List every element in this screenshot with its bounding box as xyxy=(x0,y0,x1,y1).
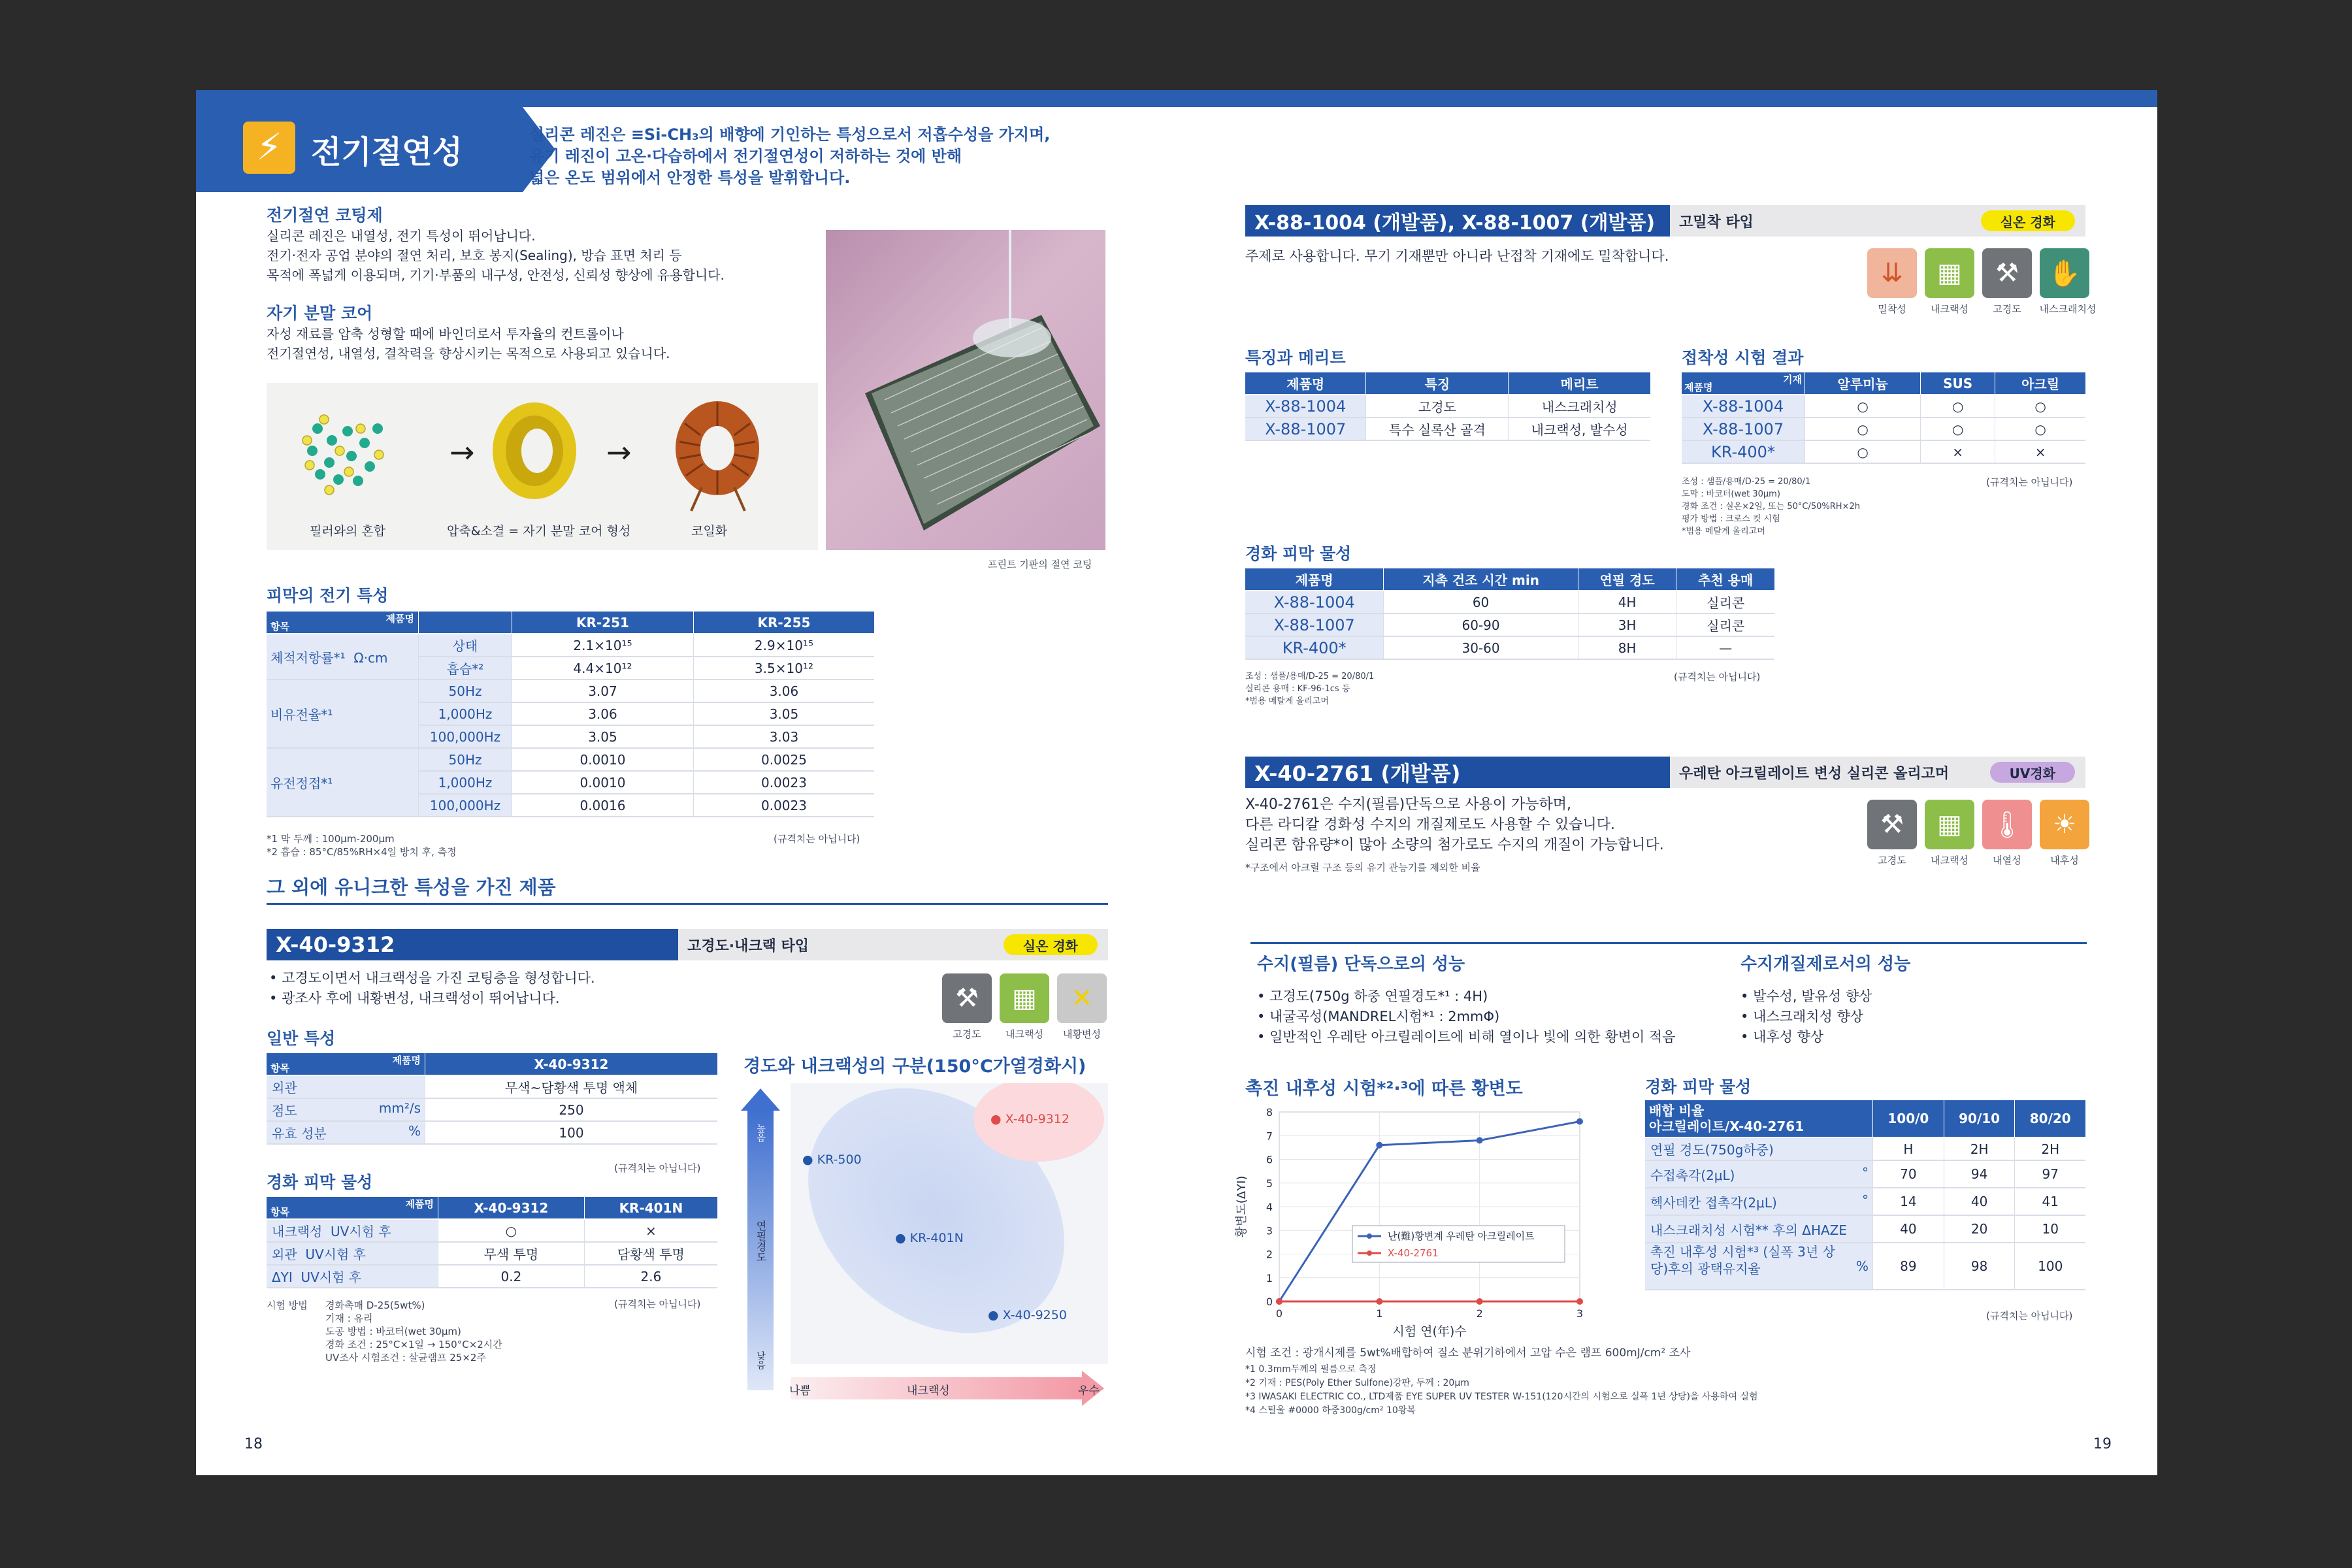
section-title: 전기절연성 xyxy=(311,134,463,171)
unique-title: 그 외에 유니크한 특성을 가진 제품 xyxy=(267,876,556,898)
corner-top: 제품명 xyxy=(385,613,414,625)
lightning-icon: ⚡ xyxy=(243,122,295,174)
line-chart xyxy=(1231,1102,1636,1350)
x-tick-label: 3 xyxy=(1576,1307,1584,1320)
icon-label-hardness: 고경도 xyxy=(953,1028,981,1040)
point-x409312: ● X-40-9312 xyxy=(990,1112,1070,1126)
x409312-badge: 실온 경화 xyxy=(1004,934,1098,955)
icon-label-heat: 내열성 xyxy=(1993,855,2021,866)
x-axis-low: 나쁨 xyxy=(789,1384,811,1397)
x402761-cure-title: 경화 피막 물성 xyxy=(1645,1077,1752,1096)
icon-label-weather: 내후성 xyxy=(2050,855,2079,866)
cured-disclaimer: (규격치는 아닙니다) xyxy=(614,1298,701,1310)
photo-caption: 프린트 기판의 절연 코팅 xyxy=(988,559,1092,570)
y-axis-low: 낮음 xyxy=(755,1351,766,1369)
icon-label-adhesion: 밀착성 xyxy=(1878,303,1906,315)
core-text: 자성 재료를 압축 성형할 때에 바인더로서 투자율의 컨트롤이나 전기절연성, 내열성, 결착력을 향상시키는 목적으로 사용되고 있습니다. xyxy=(267,326,670,361)
cure-title: 경화 피막 물성 xyxy=(1245,544,1352,563)
box1-list: • 고경도(750g 하중 연필경도*¹ : 4H) • 내굴곡성(MANDREL시험*¹ : 2mmΦ) • 일반적인 우레탄 아크릴레이트에 비해 열이나 빛에 의한 황변이 적음 xyxy=(1257,987,1675,1047)
x88-type: 고밀착 타입 xyxy=(1679,214,1754,231)
core-title: 자기 분말 코어 xyxy=(267,304,373,323)
series-point-0 xyxy=(1576,1119,1583,1125)
film-notes: *1 막 두께 : 100μm-200μm *2 흡습 : 85°C/85%RH×4일 방치 후, 측정 xyxy=(267,833,457,858)
legend-label: X-40-2761 xyxy=(1388,1247,1439,1259)
bubble-chart-title: 경도와 내크랙성의 구분(150°C가열경화시) xyxy=(743,1056,1086,1077)
y-tick-label: 3 xyxy=(1266,1224,1273,1237)
y-tick-label: 7 xyxy=(1266,1130,1273,1143)
x402761-footnote: *구조에서 아크릴 구조 등의 유기 관능기를 제외한 비율 xyxy=(1245,862,1480,874)
unique-divider xyxy=(267,903,1108,905)
page-number: 19 xyxy=(2093,1436,2112,1452)
diagram-label-core: 압축&소결 = 자기 분말 코어 형성 xyxy=(447,524,631,538)
top-bar xyxy=(196,90,1177,107)
weather-icon: ☀ xyxy=(2040,800,2089,849)
pcb-photo xyxy=(826,230,1105,550)
test-method-label: 시험 방법 xyxy=(267,1299,308,1311)
x402761-cure-disclaimer: (규격치는 아닙니다) xyxy=(1986,1310,2073,1322)
x-tick-label: 0 xyxy=(1275,1307,1283,1320)
x88-badge: 실온 경화 xyxy=(1981,210,2075,231)
hardness-icon: ⚒ xyxy=(1867,800,1917,849)
icon-label-hardness: 고경도 xyxy=(1878,855,1906,866)
series-point-0 xyxy=(1477,1137,1483,1144)
legend-marker xyxy=(1367,1233,1372,1239)
hardness-icon: ⚒ xyxy=(942,973,992,1023)
y-tick-label: 1 xyxy=(1266,1271,1273,1284)
y-tick-label: 4 xyxy=(1266,1201,1273,1213)
y-axis-high: 높음 xyxy=(755,1124,766,1142)
y-axis-label: 연필경도 xyxy=(755,1220,767,1262)
point-kr500: ● KR-500 xyxy=(802,1152,862,1167)
series-line-0 xyxy=(1279,1122,1580,1302)
icon-label-crack: 내크랙성 xyxy=(1931,303,1968,315)
bubble-chart xyxy=(745,1083,1108,1397)
x-axis-label: 시험 연(年)수 xyxy=(1392,1324,1467,1339)
x409312-bullets: • 고경도이면서 내크랙성을 가진 코팅층을 형성합니다. • 광조사 후에 내황변성, 내크랙성이 뛰어납니다. xyxy=(269,968,595,1009)
adhesion-title: 접착성 시험 결과 xyxy=(1682,348,1804,367)
line-chart-title: 촉진 내후성 시험*²·³에 따른 황변도 xyxy=(1245,1079,1523,1099)
coating-title: 전기절연 코팅제 xyxy=(267,206,383,225)
adhesion-notes: 조성 : 샘플/용매/D-25 = 20/80/1 도막 : 바코터(wet 30μm) 경화 조건 : 실온×2일, 또는 50°C/50%RH×2h 평가 방법 : 크로스 컷 시험 *범용 메탈계 올리고머 xyxy=(1682,477,1860,536)
filler-particles xyxy=(307,423,383,486)
x88-bar xyxy=(1245,205,2085,237)
general-table: 항목 제품명 X-40-9312 외관 무색~담황색 투명 액체 점도 mm²/s 250 유효 성분 % 100 xyxy=(267,1053,717,1145)
top-bar xyxy=(1176,90,2157,107)
cured-title: 경화 피막 물성 xyxy=(267,1173,373,1192)
series-point-1 xyxy=(1376,1298,1382,1305)
adhesion-icon: ⇊ xyxy=(1867,248,1917,298)
y-tick-label: 8 xyxy=(1266,1106,1273,1119)
core-process-diagram xyxy=(267,383,818,550)
y-tick-label: 5 xyxy=(1266,1177,1273,1190)
x402761-cure-table: 배합 비율 아크릴레이트/X-40-2761 100/0 90/10 80/20 연필 경도(750g하중) H 2H 2H 수접촉각(2μL) ° 70 94 97 헥사데칸 접촉각(2μL) ° 14 40 41 내스크래치성 시험** 후의 ΔHAZE 40 20 10 % 촉진 내후성 시험*³ (실폭 3년 상당)후의 광택유지율 89 98 100 xyxy=(1645,1100,2085,1290)
x-axis-high: 우수 xyxy=(1078,1384,1100,1397)
x402761-name: X-40-2761 (개발품) xyxy=(1245,757,1670,788)
crack-icon: ▦ xyxy=(1925,248,1974,298)
general-title: 일반 특성 xyxy=(267,1029,336,1048)
svg-text:→: → xyxy=(449,434,475,470)
left-page xyxy=(196,90,1177,1475)
icon-label-crack: 내크랙성 xyxy=(1931,855,1968,866)
x402761-badge: UV경화 xyxy=(1990,762,2075,783)
series-point-0 xyxy=(1376,1142,1382,1149)
pcb-board-illustration xyxy=(826,230,1105,550)
cured-table: 항목 제품명 X-40-9312 KR-401N 내크랙성 UV시험 후 ○ × 외관 UV시험 후 무색 투명 담황색 투명 ΔYI UV시험 후 0.2 2.6 xyxy=(267,1197,717,1288)
merit-title: 특징과 메리트 xyxy=(1245,348,1346,367)
point-kr401n: ● KR-401N xyxy=(895,1231,964,1245)
diagram-label-coil: 코일화 xyxy=(691,524,728,538)
yellowing-icon: ✕ xyxy=(1057,973,1107,1023)
diagram-label-mix: 필러와의 혼합 xyxy=(310,524,386,538)
box2-title: 수지개질제로서의 성능 xyxy=(1734,942,2087,975)
point-x409250: ● X-40-9250 xyxy=(988,1308,1067,1322)
x402761-desc: X-40-2761은 수지(필름)단독으로 사용이 가능하며, 다른 라디칼 경화성 수지의 개질제로도 사용할 수 있습니다. 실리콘 함유량*이 많아 소량의 첨가로도 수지의 개질이 가능합니다. xyxy=(1245,796,1664,853)
x402761-bar xyxy=(1245,757,2085,788)
col-kr255: KR-255 xyxy=(693,612,874,634)
crack-icon: ▦ xyxy=(1925,800,1974,849)
box2-list: • 발수성, 발유성 향상 • 내스크래치성 향상 • 내후성 향상 xyxy=(1740,987,1872,1047)
x409312-bar xyxy=(267,929,1108,960)
hardness-icon: ⚒ xyxy=(1982,248,2032,298)
legend-marker xyxy=(1367,1250,1372,1256)
film-title: 피막의 전기 특성 xyxy=(267,586,389,605)
series-point-1 xyxy=(1576,1298,1583,1305)
box1-title: 수지(필름) 단독으로의 성능 xyxy=(1250,942,1740,975)
scratch-icon: ✋ xyxy=(2040,248,2089,298)
cure-table: 제품명 지촉 건조 시간 min 연필 경도 추천 용매 X-88-1004 60 4H 실리콘 X-88-1007 60-90 3H 실리콘 KR-400* 30-60 8H — xyxy=(1245,568,1774,660)
icon-label-crack: 내크랙성 xyxy=(1005,1028,1043,1040)
page-number: 18 xyxy=(244,1436,263,1452)
x409312-type: 고경도·내크랙 타입 xyxy=(687,938,809,955)
x-axis-label: 내크랙성 xyxy=(907,1384,950,1397)
test-method-lines: 경화촉매 D-25(5wt%) 기재 : 유리 도공 방법 : 바코터(wet 30μm) 경화 조건 : 25°C×1일 → 150°C×2시간 UV조사 시험조건 : 살균램프 25×2주 xyxy=(325,1299,502,1364)
y-tick-label: 2 xyxy=(1266,1248,1273,1261)
film-disclaimer: (규격치는 아닙니다) xyxy=(774,833,860,845)
col-kr251: KR-251 xyxy=(512,612,694,634)
general-disclaimer: (규격치는 아닙니다) xyxy=(614,1162,701,1174)
film-property-table: 항목 제품명 KR-251 KR-255 체적저항률*¹ Ω·cm 상태 2.1×10¹⁵ 2.9×10¹⁵ 흡습*² 4.4×10¹² 3.5×10¹² 비유전율*¹ 50Hz 3.07 3.06 1,000Hz 3.06 3.05 100,000Hz 3.05 3.03 유전정접*¹ 50Hz 0.0010 0.0025 1,000Hz 0.0010 0.0023 100,000Hz 0.0016 0.0023 xyxy=(267,612,874,817)
svg-text:→: → xyxy=(606,434,632,470)
icon-label-hardness: 고경도 xyxy=(1993,303,2021,315)
series-point-1 xyxy=(1477,1298,1483,1305)
cure-disclaimer: (규격치는 아닙니다) xyxy=(1674,671,1761,683)
crack-icon: ▦ xyxy=(1000,973,1049,1023)
merit-table: 제품명 특징 메리트 X-88-1004 고경도 내스크래치성 X-88-1007 특수 실록산 골격 내크랙성, 발수성 xyxy=(1245,372,1650,441)
x-tick-label: 1 xyxy=(1376,1307,1383,1320)
series-point-1 xyxy=(1276,1298,1282,1305)
icon-label-scratch: 내스크래치성 xyxy=(2039,303,2097,315)
corner-bottom: 항목 xyxy=(270,621,289,632)
legend-label: 난(難)황변계 우레탄 아크릴레이트 xyxy=(1388,1230,1535,1242)
y-tick-label: 6 xyxy=(1266,1153,1273,1166)
x88-name: X-88-1004 (개발품), X-88-1007 (개발품) xyxy=(1245,205,1670,237)
y-tick-label: 0 xyxy=(1266,1296,1273,1308)
intro-text: 실리콘 레진은 ≡Si-CH₃의 배향에 기인하는 특성으로서 저흡수성을 가지며, 유기 레진이 고온·다습하에서 전기절연성이 저하하는 것에 반해 넓은 온도 범위에서 안정한 특성을 발휘합니다. xyxy=(529,125,1051,187)
heat-icon: 🌡 xyxy=(1982,800,2032,849)
y-axis-label: 황변도(ΔYI) xyxy=(1235,1175,1249,1238)
x88-desc: 주제로 사용합니다. 무기 기재뿐만 아니라 난접착 기재에도 밀착합니다. xyxy=(1245,248,1669,264)
x402761-type: 우레탄 아크릴레이트 변성 실리콘 올리고머 xyxy=(1679,765,1950,782)
adhesion-disclaimer: (규격치는 아닙니다) xyxy=(1986,476,2073,488)
right-page xyxy=(1176,90,2157,1475)
cure-notes: 조성 : 샘플/용매/D-25 = 20/80/1 실리콘 용매 : KF-96-1cs 등 *범용 메탈계 올리고머 xyxy=(1245,672,1375,706)
x-tick-label: 2 xyxy=(1476,1307,1483,1320)
x409312-name: X-40-9312 xyxy=(267,929,678,960)
coating-text: 실리콘 레진은 내열성, 전기 특성이 뛰어납니다. 전기·전자 공업 분야의 절연 처리, 보호 봉지(Sealing), 방습 표면 처리 등 목적에 폭넓게 이용되며, 기기·부품의 내구성, 안전성, 신뢰성 향상에 유용합니다. xyxy=(267,228,725,283)
x402761-notes: 시험 조건 : 광개시제를 5wt%배합하여 질소 분위기하에서 고압 수은 램프 600mJ/cm² 조사 *1 0.3mm두께의 필름으로 측정 *2 기재 : PES(Poly Ether Sulfone)강판, 두께 : 20μm *3 IWASAKI ELECTRIC CO., LTD제품 EYE SUPER UV TESTER W-151(120시간의 시험으로 실폭 1년 상당)을 사용하여 실험 *4 스틸울 #0000 하중300g/cm² 10왕복 xyxy=(1245,1347,1758,1416)
icon-label-yellowing: 내황변성 xyxy=(1063,1028,1101,1040)
adhesion-table: 제품명 기재 알루미늄 SUS 아크릴 X-88-1004 ○ ○ ○ X-88-1007 ○ ○ ○ KR-400* ○ × × xyxy=(1682,372,2085,464)
